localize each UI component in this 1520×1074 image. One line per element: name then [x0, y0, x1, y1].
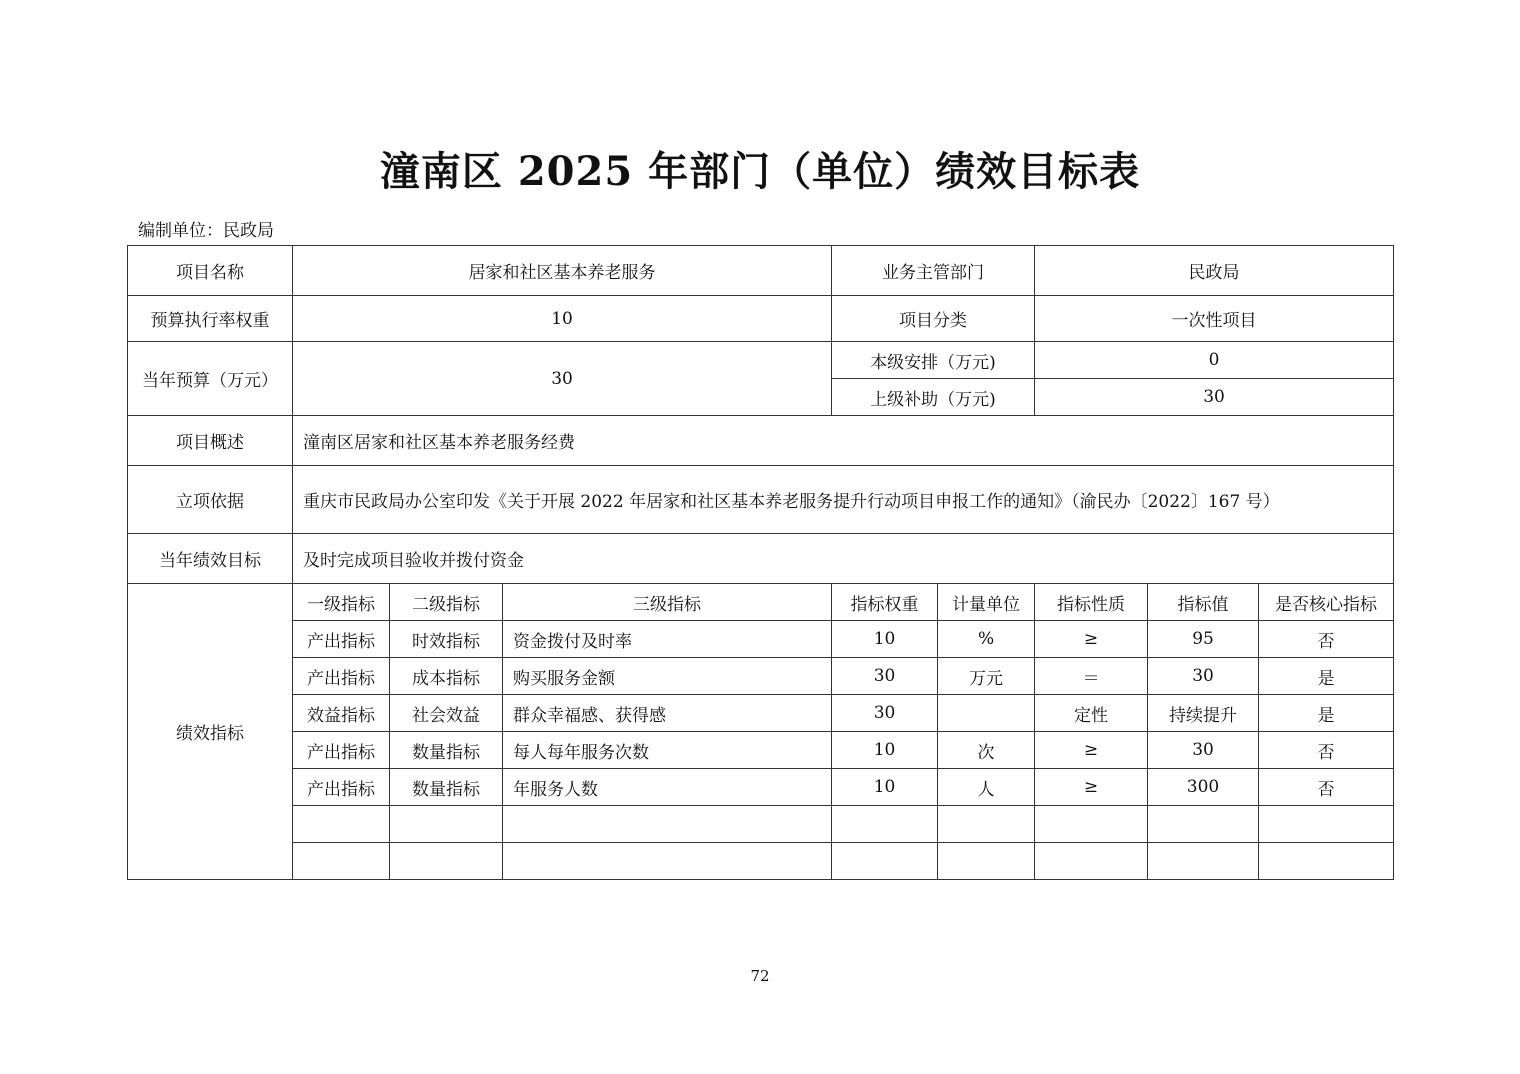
level1-cell: 产出指标 [293, 658, 390, 695]
dept-value: 民政局 [1035, 246, 1394, 296]
column-header: 三级指标 [503, 584, 832, 621]
level2-cell: 数量指标 [390, 732, 503, 769]
category-label: 项目分类 [832, 296, 1035, 342]
column-header: 是否核心指标 [1259, 584, 1394, 621]
level3-cell [503, 843, 832, 880]
nature-cell: 定性 [1035, 695, 1148, 732]
overview-label: 项目概述 [128, 416, 293, 466]
level2-cell: 社会效益 [390, 695, 503, 732]
unit-cell: 万元 [938, 658, 1035, 695]
goal-value: 及时完成项目验收并拨付资金 [293, 534, 1394, 584]
upper-value: 30 [1035, 379, 1394, 416]
upper-label: 上级补助（万元) [832, 379, 1035, 416]
weight-cell: 10 [832, 732, 938, 769]
table-row [128, 621, 1394, 658]
level1-cell: 产出指标 [293, 732, 390, 769]
value-cell: 30 [1148, 658, 1259, 695]
budget-value: 30 [293, 342, 832, 416]
goal-label: 当年绩效目标 [128, 534, 293, 584]
budget-label: 当年预算（万元） [128, 342, 293, 416]
table-row [128, 658, 1394, 695]
core-cell: 是 [1259, 695, 1394, 732]
table-row [128, 769, 1394, 806]
weight-cell: 10 [832, 769, 938, 806]
table-row [128, 732, 1394, 769]
nature-cell: ≥ [1035, 732, 1148, 769]
value-cell [1148, 806, 1259, 843]
performance-table [127, 245, 1394, 880]
core-cell: 否 [1259, 769, 1394, 806]
value-cell [1148, 843, 1259, 880]
level2-cell [390, 843, 503, 880]
table-row [128, 695, 1394, 732]
core-cell: 是 [1259, 658, 1394, 695]
value-cell: 300 [1148, 769, 1259, 806]
level1-cell [293, 806, 390, 843]
level3-cell: 年服务人数 [503, 769, 832, 806]
basis-label: 立项依据 [128, 466, 293, 534]
table-row [128, 806, 1394, 843]
core-cell: 否 [1259, 732, 1394, 769]
nature-cell: ≥ [1035, 769, 1148, 806]
nature-cell: ≥ [1035, 621, 1148, 658]
nature-cell [1035, 806, 1148, 843]
category-value: 一次性项目 [1035, 296, 1394, 342]
column-header: 指标值 [1148, 584, 1259, 621]
dept-label: 业务主管部门 [832, 246, 1035, 296]
level3-cell: 每人每年服务次数 [503, 732, 832, 769]
level2-cell: 数量指标 [390, 769, 503, 806]
value-cell: 95 [1148, 621, 1259, 658]
unit-cell: % [938, 621, 1035, 658]
basis-value: 重庆市民政局办公室印发《关于开展 2022 年居家和社区基本养老服务提升行动项目申报工作的通知》（渝民办〔2022〕167 号） [293, 466, 1394, 534]
level3-cell: 购买服务金额 [503, 658, 832, 695]
level1-cell: 效益指标 [293, 695, 390, 732]
weight-cell [832, 843, 938, 880]
unit-cell [938, 695, 1035, 732]
level1-cell: 产出指标 [293, 769, 390, 806]
weight-value: 10 [293, 296, 832, 342]
weight-cell: 10 [832, 621, 938, 658]
value-cell: 30 [1148, 732, 1259, 769]
column-header: 二级指标 [390, 584, 503, 621]
local-label: 本级安排（万元) [832, 342, 1035, 379]
column-header: 指标权重 [832, 584, 938, 621]
level2-cell [390, 806, 503, 843]
level1-cell [293, 843, 390, 880]
unit-cell: 人 [938, 769, 1035, 806]
table-row [128, 843, 1394, 880]
core-cell [1259, 843, 1394, 880]
weight-label: 预算执行率权重 [128, 296, 293, 342]
indicators-section-label: 绩效指标 [128, 584, 293, 880]
page-number: 72 [750, 967, 770, 985]
core-cell: 否 [1259, 621, 1394, 658]
column-header: 指标性质 [1035, 584, 1148, 621]
column-header: 一级指标 [293, 584, 390, 621]
level2-cell: 时效指标 [390, 621, 503, 658]
weight-cell [832, 806, 938, 843]
level3-cell: 资金拨付及时率 [503, 621, 832, 658]
column-header: 计量单位 [938, 584, 1035, 621]
page-title: 潼南区 2025 年部门（单位）绩效目标表 [379, 148, 1141, 195]
project-name-value: 居家和社区基本养老服务 [293, 246, 832, 296]
project-name-label: 项目名称 [128, 246, 293, 296]
weight-cell: 30 [832, 695, 938, 732]
weight-cell: 30 [832, 658, 938, 695]
level2-cell: 成本指标 [390, 658, 503, 695]
local-value: 0 [1035, 342, 1394, 379]
level3-cell: 群众幸福感、获得感 [503, 695, 832, 732]
org-line: 编制单位：民政局 [138, 221, 274, 241]
overview-value: 潼南区居家和社区基本养老服务经费 [293, 416, 1394, 466]
core-cell [1259, 806, 1394, 843]
nature-cell: ＝ [1035, 658, 1148, 695]
unit-cell: 次 [938, 732, 1035, 769]
value-cell: 持续提升 [1148, 695, 1259, 732]
level3-cell [503, 806, 832, 843]
level1-cell: 产出指标 [293, 621, 390, 658]
unit-cell [938, 806, 1035, 843]
nature-cell [1035, 843, 1148, 880]
unit-cell [938, 843, 1035, 880]
